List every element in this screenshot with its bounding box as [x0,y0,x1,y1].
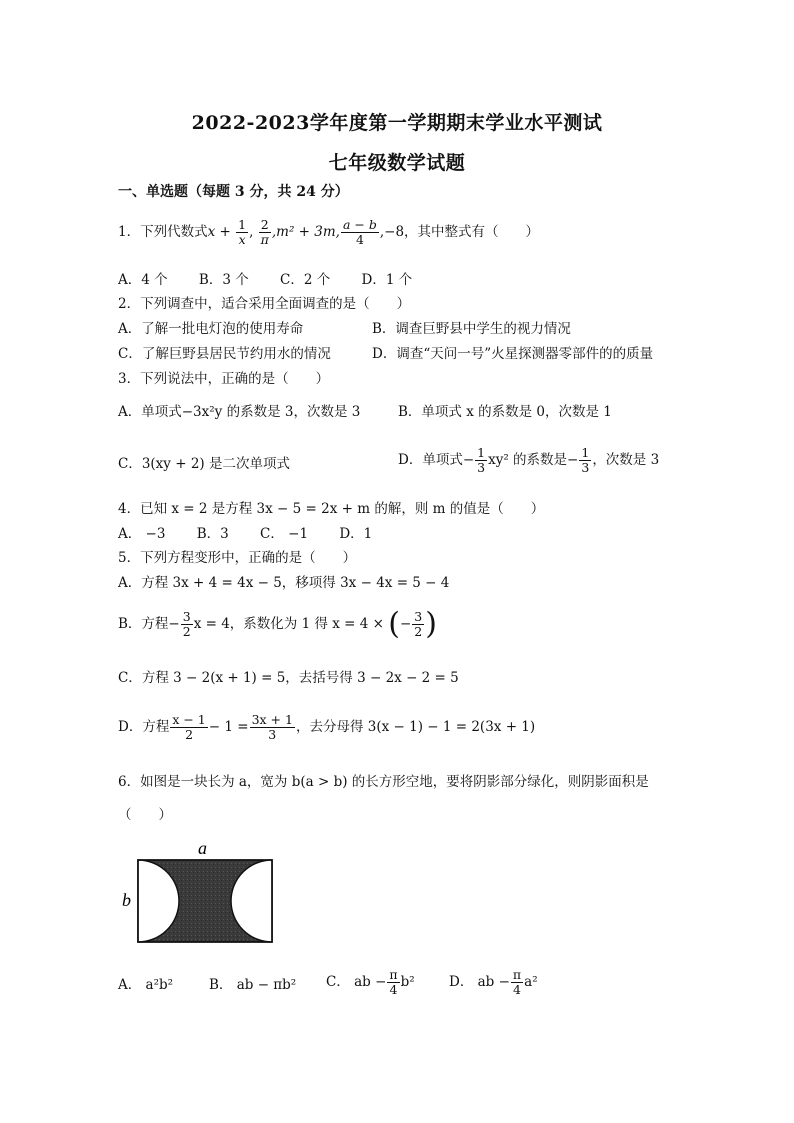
question-5-option-d: D．方程 $\frac{x - 1}{2}$ − 1 = $\frac{3x + 1}{3}$ ，去分母得 3(x − 1) − 1 = 2(3x + 1) [118,712,536,742]
exam-subtitle: 七年级数学试题 [328,152,466,174]
question-6-option-d: D． ab − $\frac{\pi}{4}$ a² [449,967,538,997]
question-1-options: A．4 个 B．3 个 C．2 个 D．1 个 [118,272,413,288]
question-3-option-c: C．3(xy + 2) 是二次单项式 [118,456,290,472]
fraction: $\frac{3}{2}$ [182,609,191,639]
question-6-stem: 6．如图是一块长为 a，宽为 b(a > b) 的长方形空地，要将阴影部分绿化，则阴影面积是 [118,774,649,790]
question-5-option-a: A．方程 3x + 4 = 4x − 5，移项得 3x − 4x = 5 − 4 [118,575,450,591]
question-2-option-c: C．了解巨野县居民节约用水的情况 [118,346,331,362]
question-6-paren: （ ） [118,807,172,823]
question-4-stem: 4．已知 x = 2 是方程 3x − 5 = 2x + m 的解，则 m 的值是（ ） [118,501,545,517]
rectangle-figure [118,838,288,954]
question-3-option-a: A．单项式−3x²y 的系数是 3，次数是 3 [118,404,361,420]
question-3-stem: 3．下列说法中，正确的是（ ） [118,371,330,387]
question-2-option-a: A．了解一批电灯泡的使用寿命 [118,321,304,337]
question-6-option-b: B． ab − πb² [209,977,297,993]
question-5-stem: 5．下列方程变形中，正确的是（ ） [118,550,357,566]
exam-title: 2022-2023学年度第一学期期末学业水平测试 [191,112,603,134]
label-b: b [122,890,131,910]
fraction: $\frac{1}{3}$ [477,445,486,475]
question-5-option-c: C．方程 3 − 2(x + 1) = 5，去括号得 3 − 2x − 2 = 5 [118,670,459,686]
fraction: $\frac{3x + 1}{3}$ [251,712,293,742]
fraction: $\frac{\pi}{4}$ [389,967,398,997]
fraction: $\frac{1}{3}$ [581,445,590,475]
fraction: $\frac{\pi}{4}$ [512,967,522,997]
question-1-stem: 1．下列代数式x + $\frac{1}{x}$ , $\frac{2}{\pi}$ ,m² + 3m, $\frac{a - b}{4}$ ,−8，其中整式有（ ） [118,217,540,247]
question-2-option-d: D．调查“天问一号”火星探测器零部件的的质量 [372,346,654,362]
fraction: $\frac{3}{2}$ [414,609,423,639]
fraction: $\frac{1}{x}$ [238,217,247,247]
question-2-option-b: B．调查巨野县中学生的视力情况 [372,321,571,337]
question-6-option-c: C． ab − $\frac{\pi}{4}$ b² [326,967,415,997]
question-3-option-b: B．单项式 x 的系数是 0，次数是 1 [398,404,612,420]
question-3-option-d: D．单项式− $\frac{1}{3}$ xy² 的系数是− $\frac{1}{3}$ ，次数是 3 [398,445,660,475]
label-a: a [198,838,207,858]
question-6-option-a: A． a²b² [118,977,174,993]
fraction: $\frac{x - 1}{2}$ [172,712,206,742]
rectangle-diagram [118,838,288,950]
question-2-stem: 2．下列调查中，适合采用全面调查的是（ ） [118,296,411,312]
section-heading: 一、单选题（每题 3 分，共 24 分） [118,184,349,200]
question-5-option-b: B．方程− $\frac{3}{2}$ x = 4，系数化为 1 得 x = 4 × (− $\frac{3}{2}$ ) [118,606,437,642]
fraction: $\frac{2}{\pi}$ [260,217,269,247]
fraction: $\frac{a - b}{4}$ [342,217,377,247]
question-4-options: A． −3 B．3 C． −1 D．1 [118,526,373,542]
